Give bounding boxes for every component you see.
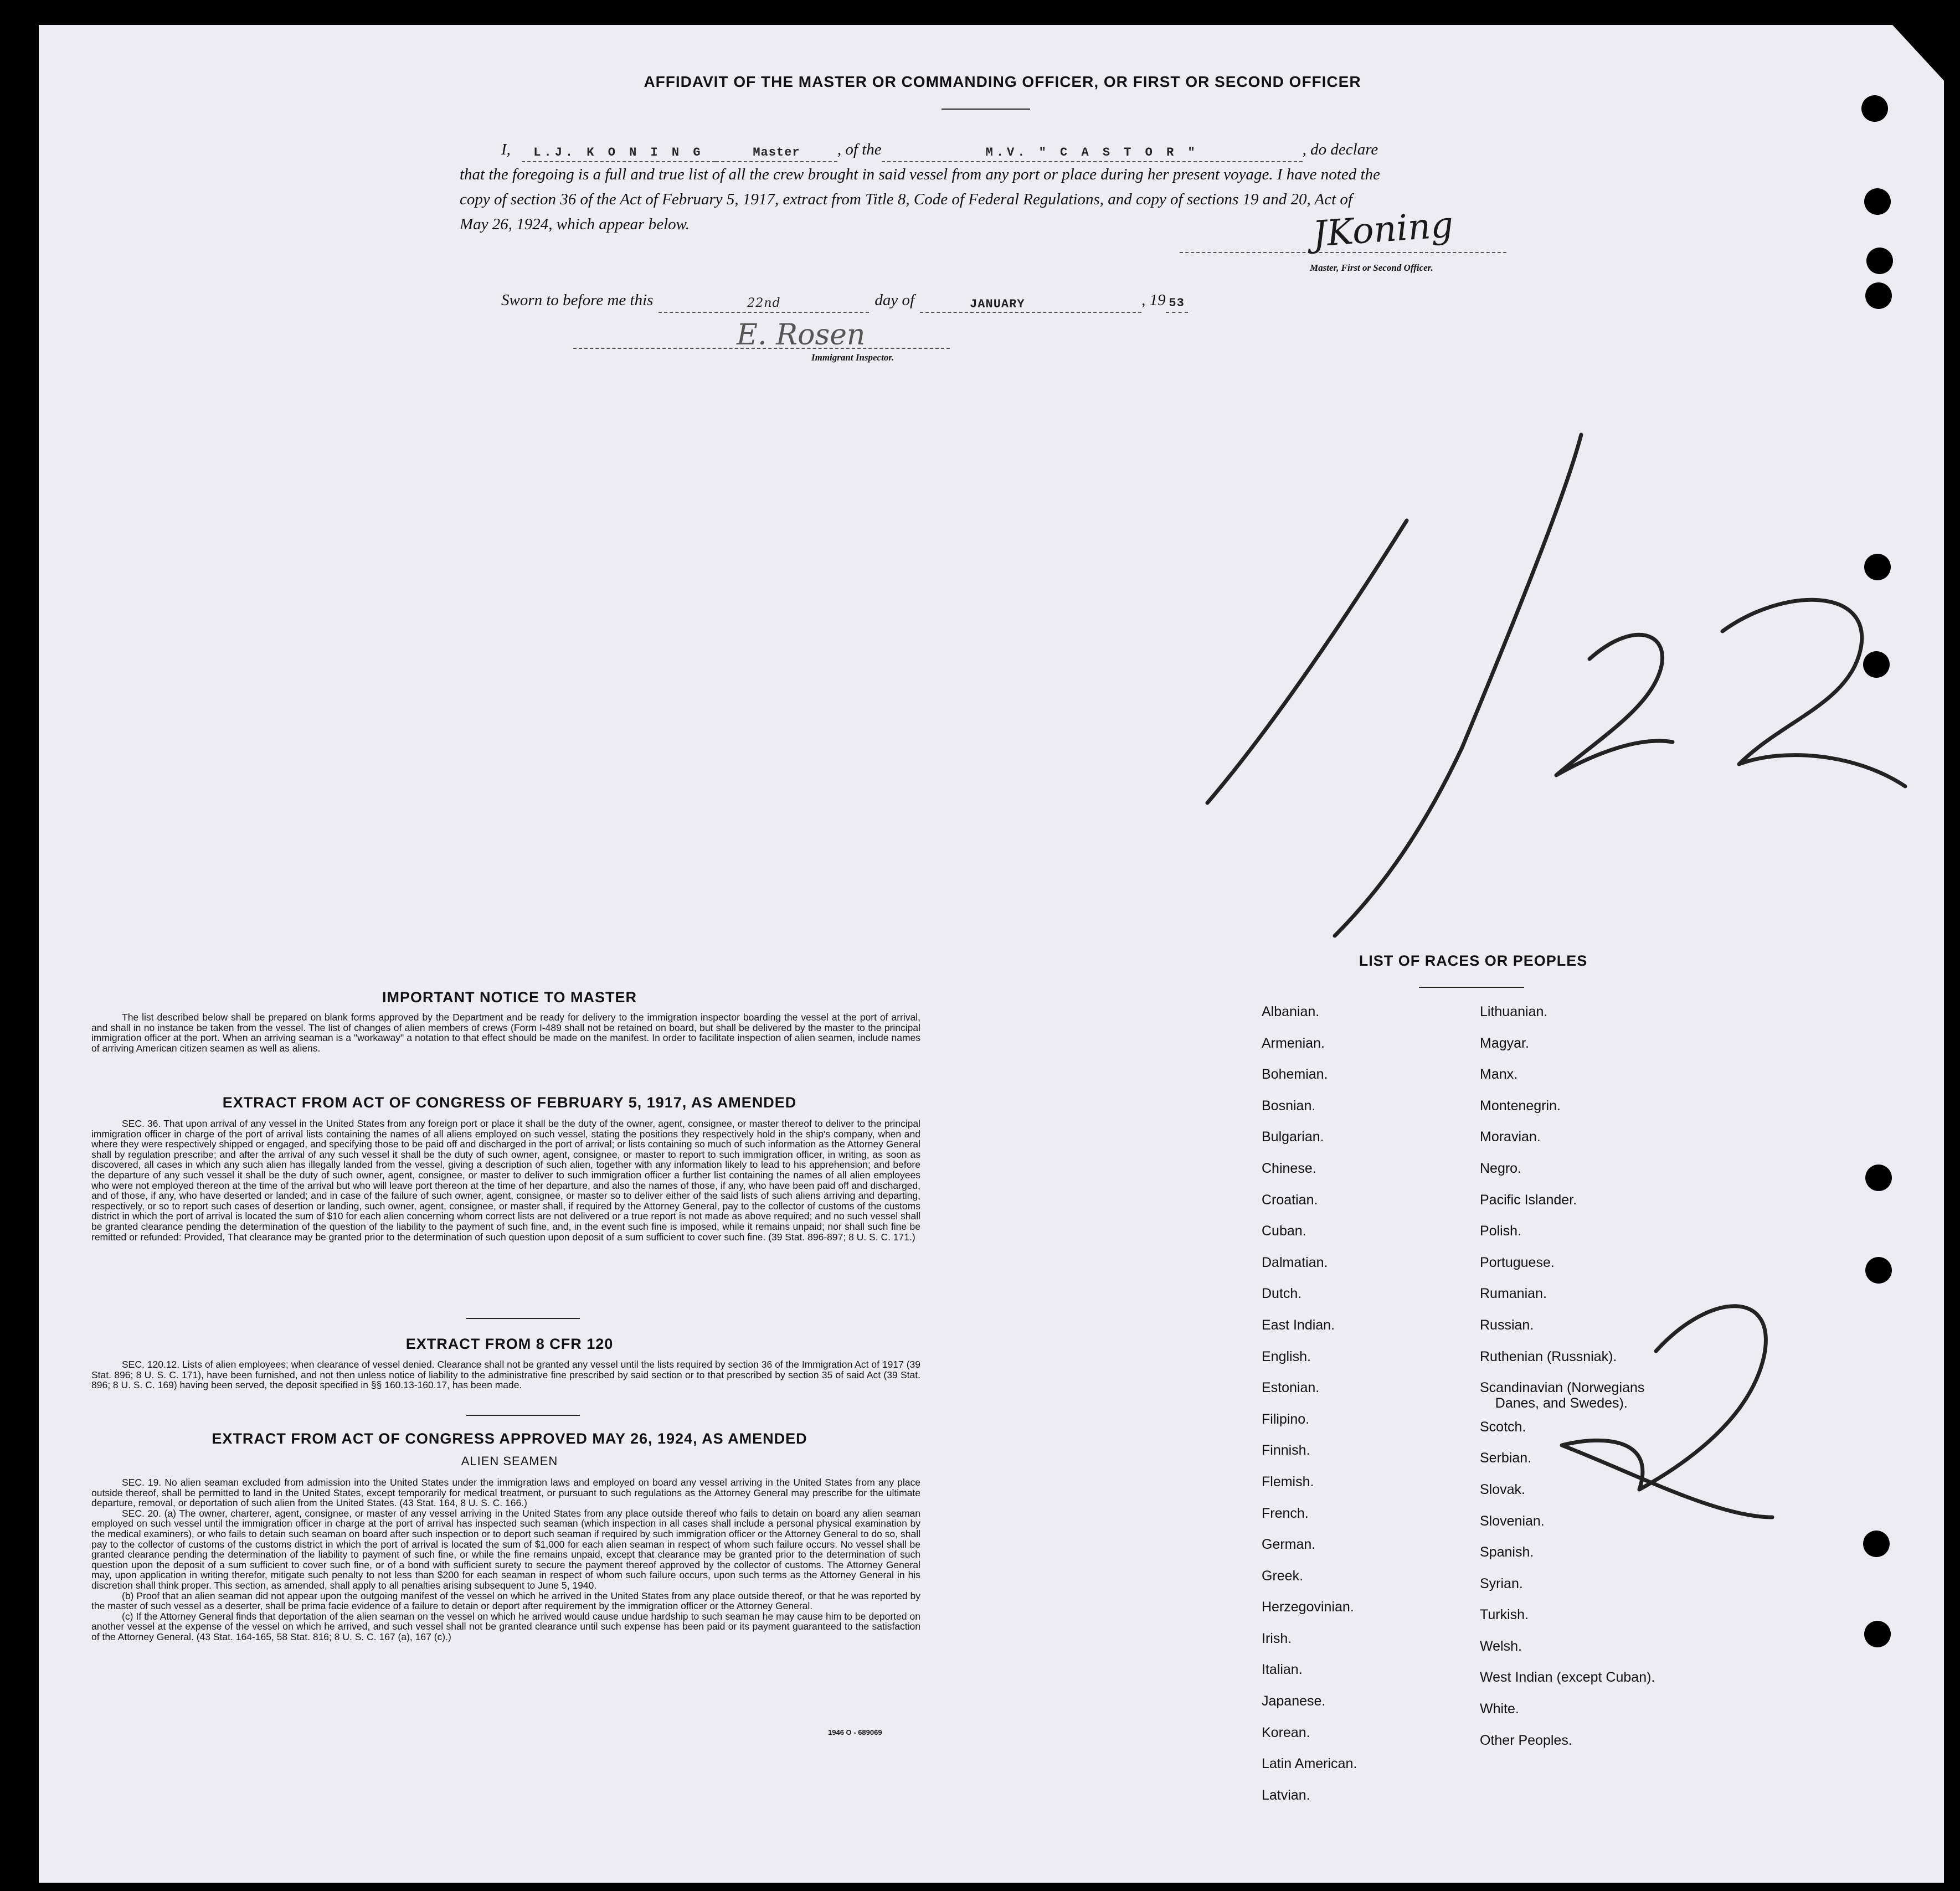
digit-two-stroke bbox=[1556, 635, 1673, 775]
sworn-label: Sworn to before me this bbox=[501, 291, 654, 309]
race-item: French. bbox=[1262, 1505, 1309, 1521]
race-item: Lithuanian. bbox=[1480, 1004, 1548, 1019]
i-label: I, bbox=[501, 141, 511, 158]
affidavit-title: AFFIDAVIT OF THE MASTER OR COMMANDING OFFICER, OR FIRST OR SECOND OFFICER bbox=[644, 73, 1361, 90]
race-item: Bulgarian. bbox=[1262, 1129, 1324, 1145]
race-item: Latin American. bbox=[1262, 1756, 1357, 1772]
year-field[interactable]: 53 bbox=[1166, 295, 1188, 313]
race-item: Syrian. bbox=[1480, 1575, 1523, 1591]
race-item: Herzegovinian. bbox=[1262, 1599, 1354, 1615]
race-item: Cuban. bbox=[1262, 1223, 1306, 1239]
master-name-field[interactable]: L.J. K O N I N G bbox=[522, 145, 716, 162]
print-code: 1946 O - 689069 bbox=[828, 1728, 882, 1737]
race-item: Chinese. bbox=[1262, 1160, 1316, 1176]
race-item: Ruthenian (Russniak). bbox=[1480, 1348, 1617, 1364]
extract-1924-title: EXTRACT FROM ACT OF CONGRESS APPROVED MAY 26, 1924, AS AMENDED bbox=[212, 1430, 807, 1447]
race-item: Albanian. bbox=[1262, 1004, 1320, 1019]
race-item: Dutch. bbox=[1262, 1286, 1302, 1302]
declaration-line-2: that the foregoing is a full and true list of all the crew brought in said vessel from any port or place during her present voyage. I have noted the bbox=[460, 166, 1380, 183]
race-item: Polish. bbox=[1480, 1223, 1522, 1239]
extract-1917-body: SEC. 36. That upon arrival of any vessel in the United States from any foreign port or place it shall be the duty of the owner, agent, consignee, or master thereof to deliver to the principal immigration officer in charge of the port of arrival lists containing the names of all aliens employed on such vessel, stating the positions they respectively hold in the ship's company, when and where they were respectively shipped or engaged, and specifying those to be paid off and discharged in the port of arrival; or lists containing so much of such information as the Attorney General shall by regulation prescribe; and after the arrival of any such vessel it shall be the duty of such owner, agent, consignee, or master to report to such immigration officer, in writing, as soon as discovered, all cases in which any such alien has illegally landed from the vessel, giving a description of such alien, together with any information likely to lead to his apprehension; and before the departure of any such vessel it shall be the duty of such owner, agent, consignee, or master to deliver to such immigration officer a further list containing the names of all alien employees who were not employed thereon at the time of the arrival but who will leave port thereon at the time of her departure, and also the names of those, if any, who have been paid off and discharged, and of those, if any, who have deserted or landed; and in case of the failure of such owner, agent, consignee, or master so to deliver either of the said lists of such aliens arriving and departing, respectively, or so to report such cases of desertion or landing, such owner, agent, consignee, or master shall, if required by the Attorney General, pay to the collector of customs of the customs district in which the port of arrival is located the sum of $10 for each alien concerning whom correct lists are not delivered or a true report is not made as above required; and no such vessel shall be granted clearance pending the determination of the question of the liability to the payment of such fine, and, in the event such fine is imposed, while it remains unpaid; nor shall such fine be remitted or refunded: Provided, That clearance may be granted prior to the determination of such question upon deposit of a sum sufficient to cover such fine. (39 Stat. 896-897; 8 U. S. C. 171.) bbox=[91, 1118, 920, 1243]
race-item: Serbian. bbox=[1480, 1450, 1532, 1466]
race-item: Japanese. bbox=[1262, 1693, 1326, 1709]
race-item: East Indian. bbox=[1262, 1317, 1335, 1333]
vessel-name-field[interactable]: M.V. " C A S T O R " bbox=[882, 145, 1303, 162]
notice-title: IMPORTANT NOTICE TO MASTER bbox=[382, 989, 637, 1006]
race-item: Armenian. bbox=[1262, 1035, 1325, 1051]
slash-stroke bbox=[1207, 521, 1407, 803]
inspector-signature: E. Rosen bbox=[737, 318, 866, 352]
day-field[interactable]: 22nd bbox=[659, 295, 869, 313]
declaration-line-4: May 26, 1924, which appear below. bbox=[460, 215, 690, 233]
race-item: Other Peoples. bbox=[1480, 1732, 1572, 1748]
race-item: Slovak. bbox=[1480, 1481, 1525, 1497]
race-item: Scotch. bbox=[1480, 1419, 1526, 1435]
races-title: LIST OF RACES OR PEOPLES bbox=[1359, 952, 1588, 969]
alien-seamen-subtitle: ALIEN SEAMEN bbox=[461, 1454, 558, 1468]
declaration-line-3: copy of section 36 of the Act of February 5, 1917, extract from Title 8, Code of Federal Regulations, and copy of sections 19 and 20, Act of bbox=[460, 190, 1352, 208]
race-item: Latvian. bbox=[1262, 1787, 1310, 1803]
digit-two-stroke bbox=[1562, 1306, 1772, 1517]
inspector-caption: Immigrant Inspector. bbox=[811, 352, 894, 363]
sec-20b-text: (b) Proof that an alien seaman did not appear upon the outgoing manifest of the vessel on which he arrived in the United States from any place outside thereof, or that he was reported by the master of such vessel as a deserter, shall be prima facie evidence of a failure to detain or deport after requirement by the immigration officer or the Attorney General. bbox=[91, 1590, 920, 1612]
race-item: German. bbox=[1262, 1537, 1316, 1553]
race-item: Bosnian. bbox=[1262, 1097, 1316, 1114]
sec-19-text: SEC. 19. No alien seaman excluded from admission into the United States under the immigration laws and employed on board any vessel arriving in the United States from any place outside thereof, shall be permitted to land in the United States, except temporarily for medical treatment, or pursuant to such regulations as the Attorney General may prescribe for the ultimate departure, removal, or deportation of such alien from the United States. (43 Stat. 164, 8 U. S. C. 166.) bbox=[91, 1477, 920, 1509]
race-item: Estonian. bbox=[1262, 1380, 1320, 1396]
notice-body: The list described below shall be prepared on blank forms approved by the Department and be ready for delivery to the immigration inspector boarding the vessel at the port of arrival, and shall in no instance be taken from the vessel. The list of changes of alien members of crews (Form I-489 shall not be retained on board, but shall be delivered by the master to the principal immigration officer at the port. When an arriving seaman is a "workaway" a notation to that effect should be made on the manifest. In order to facilitate inspection of alien seamen, include names of arriving American citizen seamen as well as aliens. bbox=[91, 1012, 920, 1054]
race-item: Greek. bbox=[1262, 1568, 1304, 1584]
sec-20a-text: SEC. 20. (a) The owner, charterer, agent, consignee, or master of any vessel arriving in the United States from any place outside thereof who fails to detain on board any alien seaman employed on such vessel until the immigration officer in charge at the port of arrival has inspected such seaman (which inspection in all cases shall include a personal physical examination by the medical examiners), or who fails to detain such seaman on board after such inspection or to deport such seaman if required by such immigration officer or the Attorney General to do so, shall pay to the collector of customs of the customs district in which the port of arrival is located the sum of $1,000 for each alien seaman in respect of whom such failure occurs. No vessel shall be granted clearance pending the determination of the liability to payment of such fine, or while the fine remains unpaid, except that clearance may be granted prior to the determination of such question upon the deposit of a sum sufficient to cover such fine, or of a bond with sufficient surety to secure the payment thereof approved by the collector of customs. The Attorney General may, upon application in writing therefor, mitigate such penalty to not less than $200 for each seaman in respect of whom such failure occurs, upon such terms as the Attorney General in his discretion shall think proper. This section, as amended, shall apply to all penalties arising subsequent to June 5, 1940. bbox=[91, 1507, 920, 1591]
digit-two-stroke bbox=[1722, 600, 1905, 786]
of-the-label: , of the bbox=[837, 141, 882, 158]
race-item: Croatian. bbox=[1262, 1192, 1318, 1208]
month-field[interactable]: JANUARY bbox=[920, 296, 1141, 313]
race-item: Scandinavian (Norwegians Danes, and Swedes). bbox=[1480, 1380, 1645, 1411]
race-item: Finnish. bbox=[1262, 1442, 1310, 1459]
sec-20c-text: (c) If the Attorney General finds that deportation of the alien seaman on the vessel on which he arrived would cause undue hardship to such seaman he may cause him to be deported on another vessel at the expense of the vessel on which he arrived, and such vessel shall not be granted clearance until such expense has been paid or its payment guaranteed to the satisfaction of the Attorney General. (43 Stat. 164-165, 58 Stat. 816; 8 U. S. C. 167 (a), 167 (c).) bbox=[91, 1610, 920, 1642]
race-item: Dalmatian. bbox=[1262, 1254, 1328, 1270]
race-item: Pacific Islander. bbox=[1480, 1192, 1577, 1208]
race-item: Slovenian. bbox=[1480, 1513, 1545, 1529]
race-item: White. bbox=[1480, 1701, 1519, 1717]
race-item: Spanish. bbox=[1480, 1544, 1534, 1560]
master-signature: JKoning bbox=[1311, 204, 1455, 255]
race-item: English. bbox=[1262, 1348, 1311, 1364]
slash-stroke bbox=[1335, 435, 1581, 936]
day-of-label: day of bbox=[874, 291, 915, 309]
race-item: Rumanian. bbox=[1480, 1286, 1547, 1302]
race-item: Italian. bbox=[1262, 1662, 1303, 1678]
extract-1917-title: EXTRACT FROM ACT OF CONGRESS OF FEBRUARY 5, 1917, AS AMENDED bbox=[222, 1094, 797, 1111]
race-item: Flemish. bbox=[1262, 1473, 1314, 1490]
race-item: Negro. bbox=[1480, 1160, 1522, 1176]
race-item: Montenegrin. bbox=[1480, 1097, 1561, 1114]
year-label: , 19 bbox=[1141, 291, 1166, 309]
extract-cfr-title: EXTRACT FROM 8 CFR 120 bbox=[405, 1336, 614, 1352]
race-item: Bohemian. bbox=[1262, 1066, 1328, 1083]
race-item: Irish. bbox=[1262, 1630, 1292, 1646]
race-item: Turkish. bbox=[1480, 1607, 1529, 1623]
rank-field[interactable]: Master bbox=[716, 145, 837, 162]
race-item: Welsh. bbox=[1480, 1638, 1522, 1654]
race-item: Portuguese. bbox=[1480, 1254, 1555, 1270]
race-item: Magyar. bbox=[1480, 1035, 1529, 1051]
race-item: Filipino. bbox=[1262, 1411, 1310, 1427]
race-item: Moravian. bbox=[1480, 1129, 1541, 1145]
race-item: Manx. bbox=[1480, 1066, 1518, 1083]
race-item: Russian. bbox=[1480, 1317, 1534, 1333]
extract-cfr-body: SEC. 120.12. Lists of alien employees; when clearance of vessel denied. Clearance shall not be granted any vessel until the lists required by section 36 of the Immigration Act of 1917 (39 Stat. 896; 8 U. S. C. 171), have been furnished, and not then unless notice of liability to the administrative fine prescribed by said section or to that prescribed by section 35 of said Act (39 Stat. 896; 8 U. S. C. 169) having been served, the deposit specified in §§ 160.13-160.17, has been made. bbox=[91, 1359, 920, 1391]
declare-label: , do declare bbox=[1302, 141, 1378, 158]
race-item: West Indian (except Cuban). bbox=[1480, 1670, 1655, 1686]
master-caption: Master, First or Second Officer. bbox=[1310, 262, 1433, 273]
race-item: Korean. bbox=[1262, 1724, 1310, 1740]
